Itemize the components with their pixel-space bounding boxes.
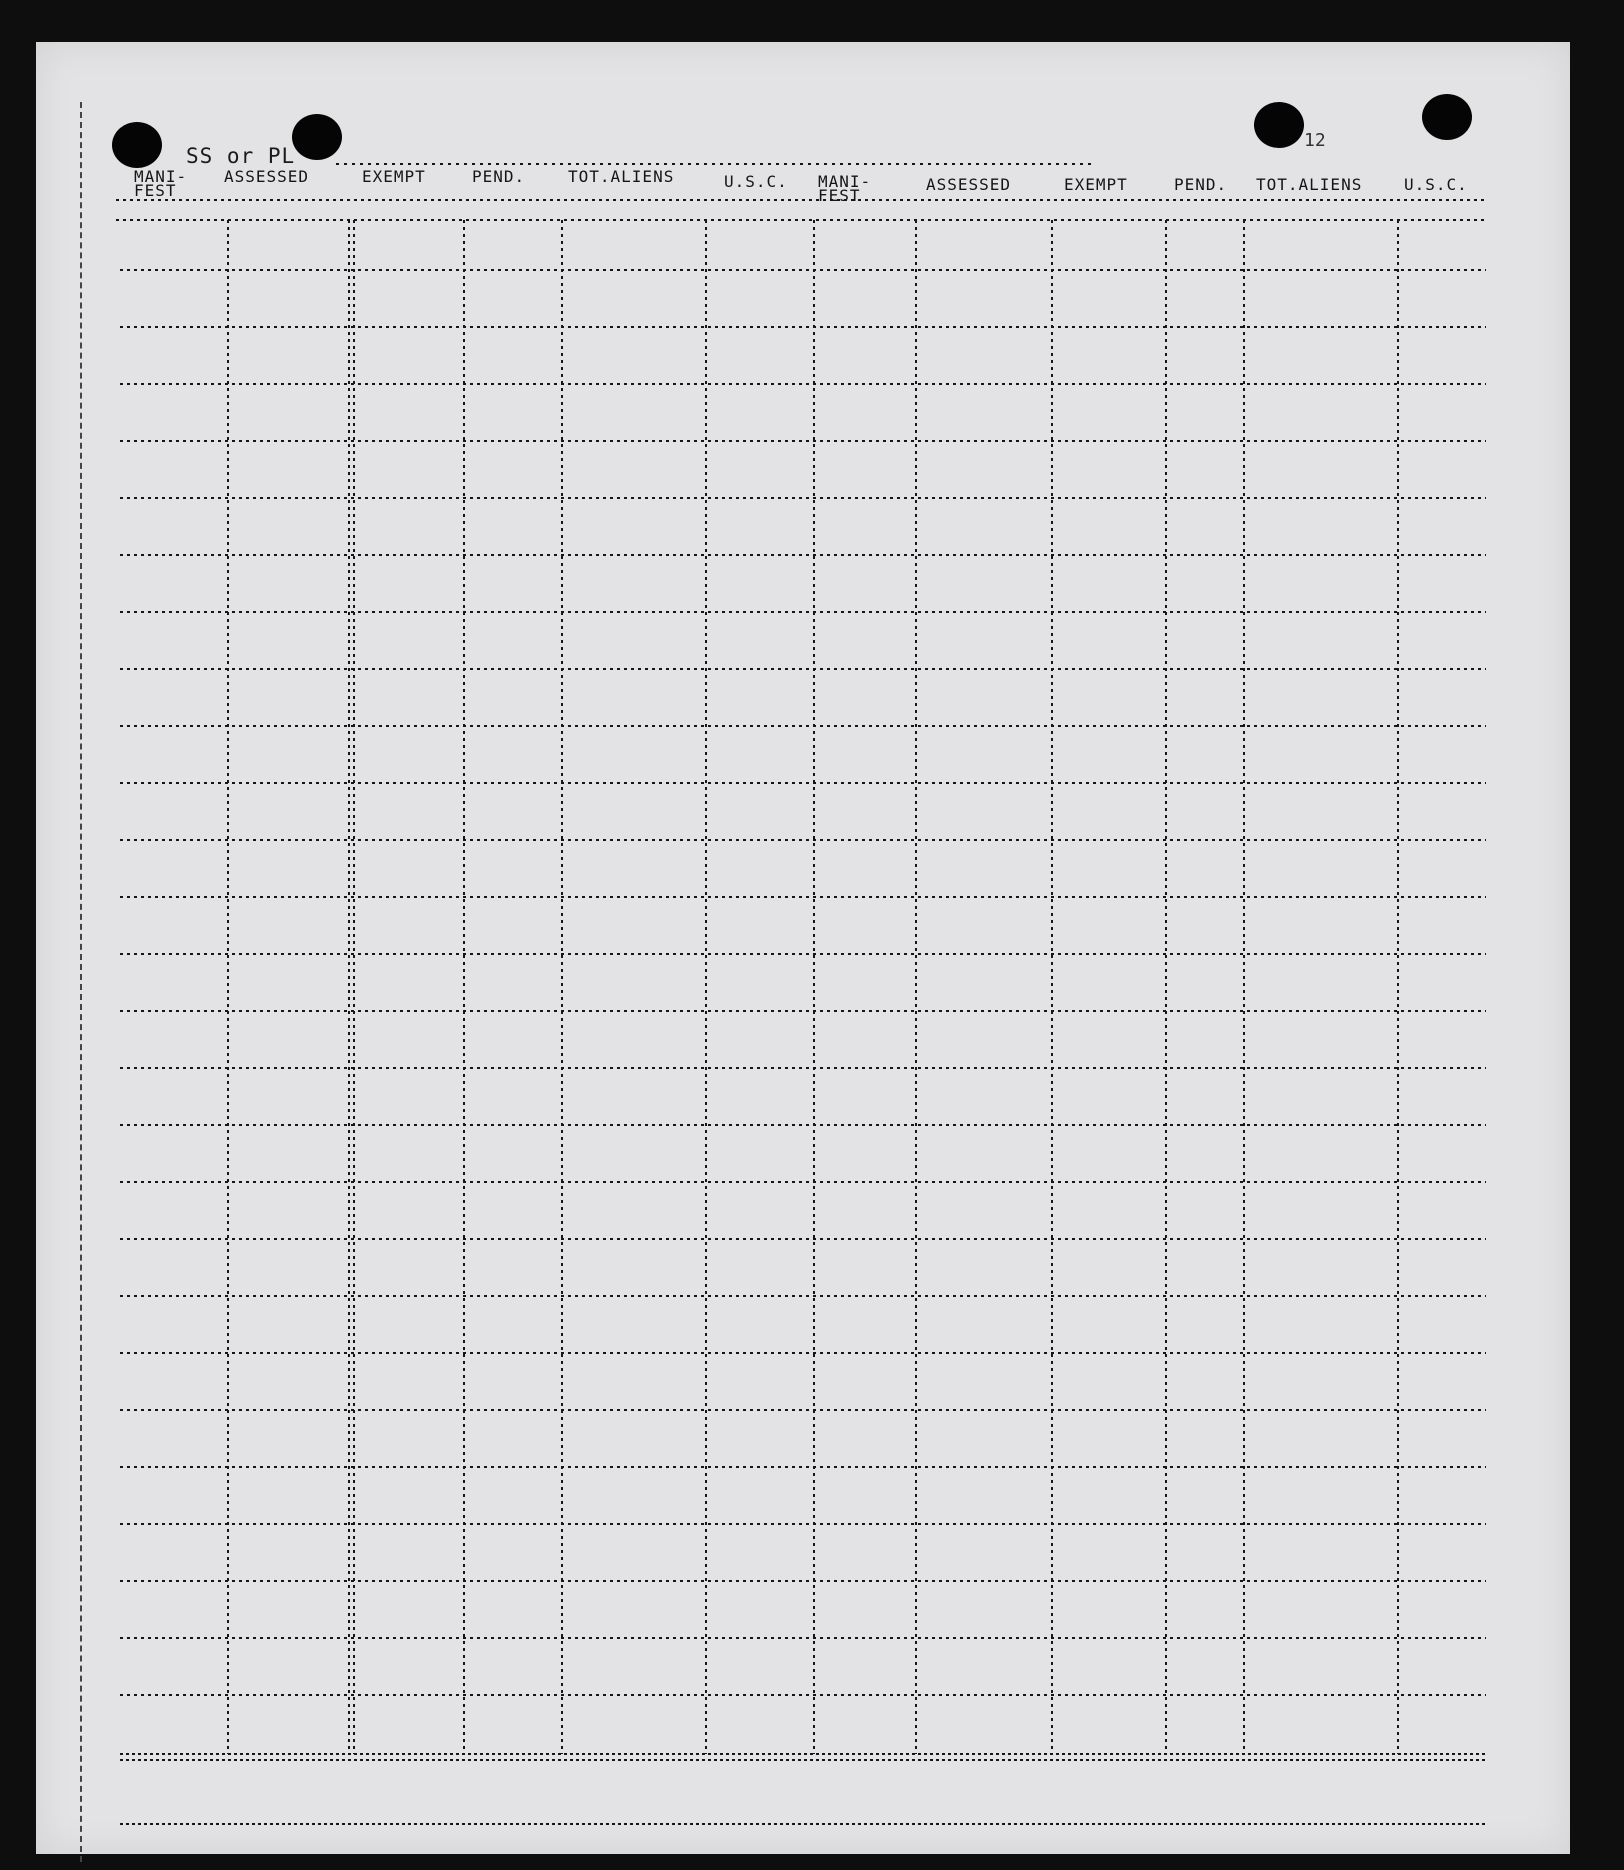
col-header-usc-2: U.S.C. [1404,175,1468,194]
col-header-tot-aliens-2: TOT.ALIENS [1256,175,1363,194]
col-header-assessed: ASSESSED [224,167,310,186]
form-sheet [36,42,1570,1854]
col-header-manifest: MANI- FEST [134,167,188,200]
col-header-tot-aliens: TOT.ALIENS [568,167,675,186]
col-header-exempt-2: EXEMPT [1064,175,1128,194]
col-header-pend-2: PEND. [1174,175,1228,194]
col-header-manifest-2: MANI- FEST [818,172,872,205]
ss-or-pl-label: SS or PL [186,144,296,168]
col-header-pend: PEND. [472,167,526,186]
ledger-grid [36,42,1570,1854]
col-header-assessed-2: ASSESSED [926,175,1012,194]
col-header-exempt: EXEMPT [362,167,426,186]
col-header-usc: U.S.C. [724,172,788,191]
page-number: 12 [1304,130,1326,151]
